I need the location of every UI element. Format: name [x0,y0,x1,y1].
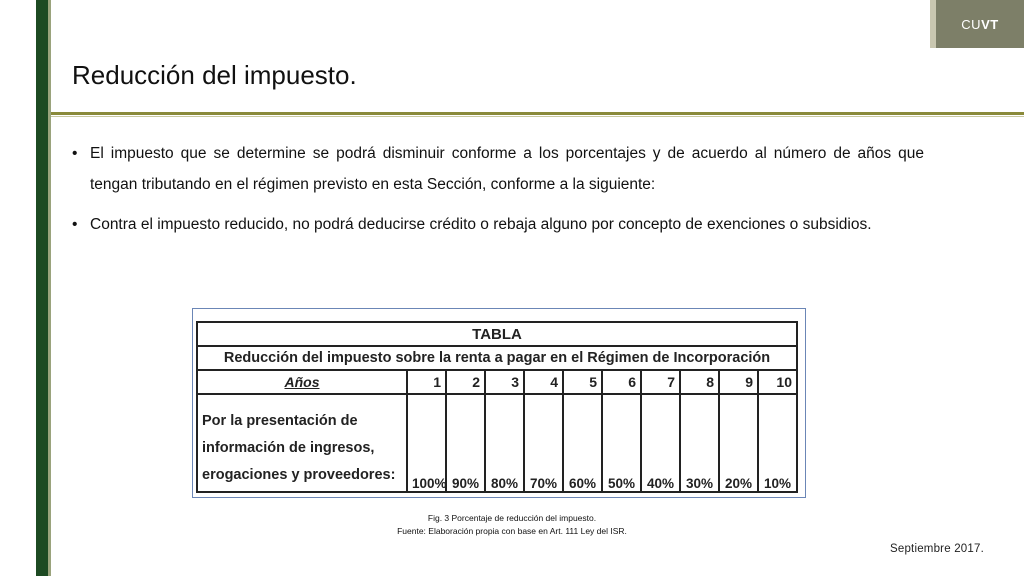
left-accent-stripe [48,0,51,576]
row-label: Por la presentación de información de ingresos, erogaciones y proveedores: [197,394,407,492]
year-cell: 6 [602,370,641,394]
percentage-cell: 40% [641,394,680,492]
title-divider-thin [51,116,1024,117]
percentage-cell: 100% [407,394,446,492]
year-cell: 2 [446,370,485,394]
year-cell: 7 [641,370,680,394]
year-cell: 10 [758,370,797,394]
cuvt-logo [930,0,1024,48]
percentage-cell: 10% [758,394,797,492]
year-cell: 8 [680,370,719,394]
year-cell: 4 [524,370,563,394]
years-label: Años [197,370,407,394]
percentage-cell: 50% [602,394,641,492]
table-subheading: Reducción del impuesto sobre la renta a pagar en el Régimen de Incorporación [197,346,797,370]
caption-line: Fig. 3 Porcentaje de reducción del impuesto. [427,513,597,523]
percentage-cell: 90% [446,394,485,492]
footer-date: Septiembre 2017. [890,543,984,555]
table-heading: TABLA [197,322,797,346]
year-cell: 9 [719,370,758,394]
bullet-item: • El impuesto que se determine se podrá disminuir conforme a los porcentajes y de acuerdo al número de años que tengan tributando en el régimen previsto en esta Sección, conforme a la siguiente: [72,138,924,200]
figure-caption [192,512,832,538]
year-cell: 1 [407,370,446,394]
percentage-cell: 80% [485,394,524,492]
reduction-table-figure [192,308,806,498]
percentage-cell: 60% [563,394,602,492]
left-accent-bar [36,0,48,576]
percentage-cell: 20% [719,394,758,492]
year-cell: 3 [485,370,524,394]
bullet-list [72,138,924,249]
logo-text: CUVT [961,16,999,32]
year-cell: 5 [563,370,602,394]
caption-line: Fuente: Elaboración propia con base en Art. 111 Ley del ISR. [397,526,627,536]
slide-title: Reducción del impuesto. [72,60,357,90]
bullet-item: • Contra el impuesto reducido, no podrá deducirse crédito o rebaja alguno por concepto de exenciones o subsidios. [72,209,924,240]
percentage-cell: 70% [524,394,563,492]
percentage-cell: 30% [680,394,719,492]
title-divider [51,112,1024,115]
reduction-table [196,321,798,493]
